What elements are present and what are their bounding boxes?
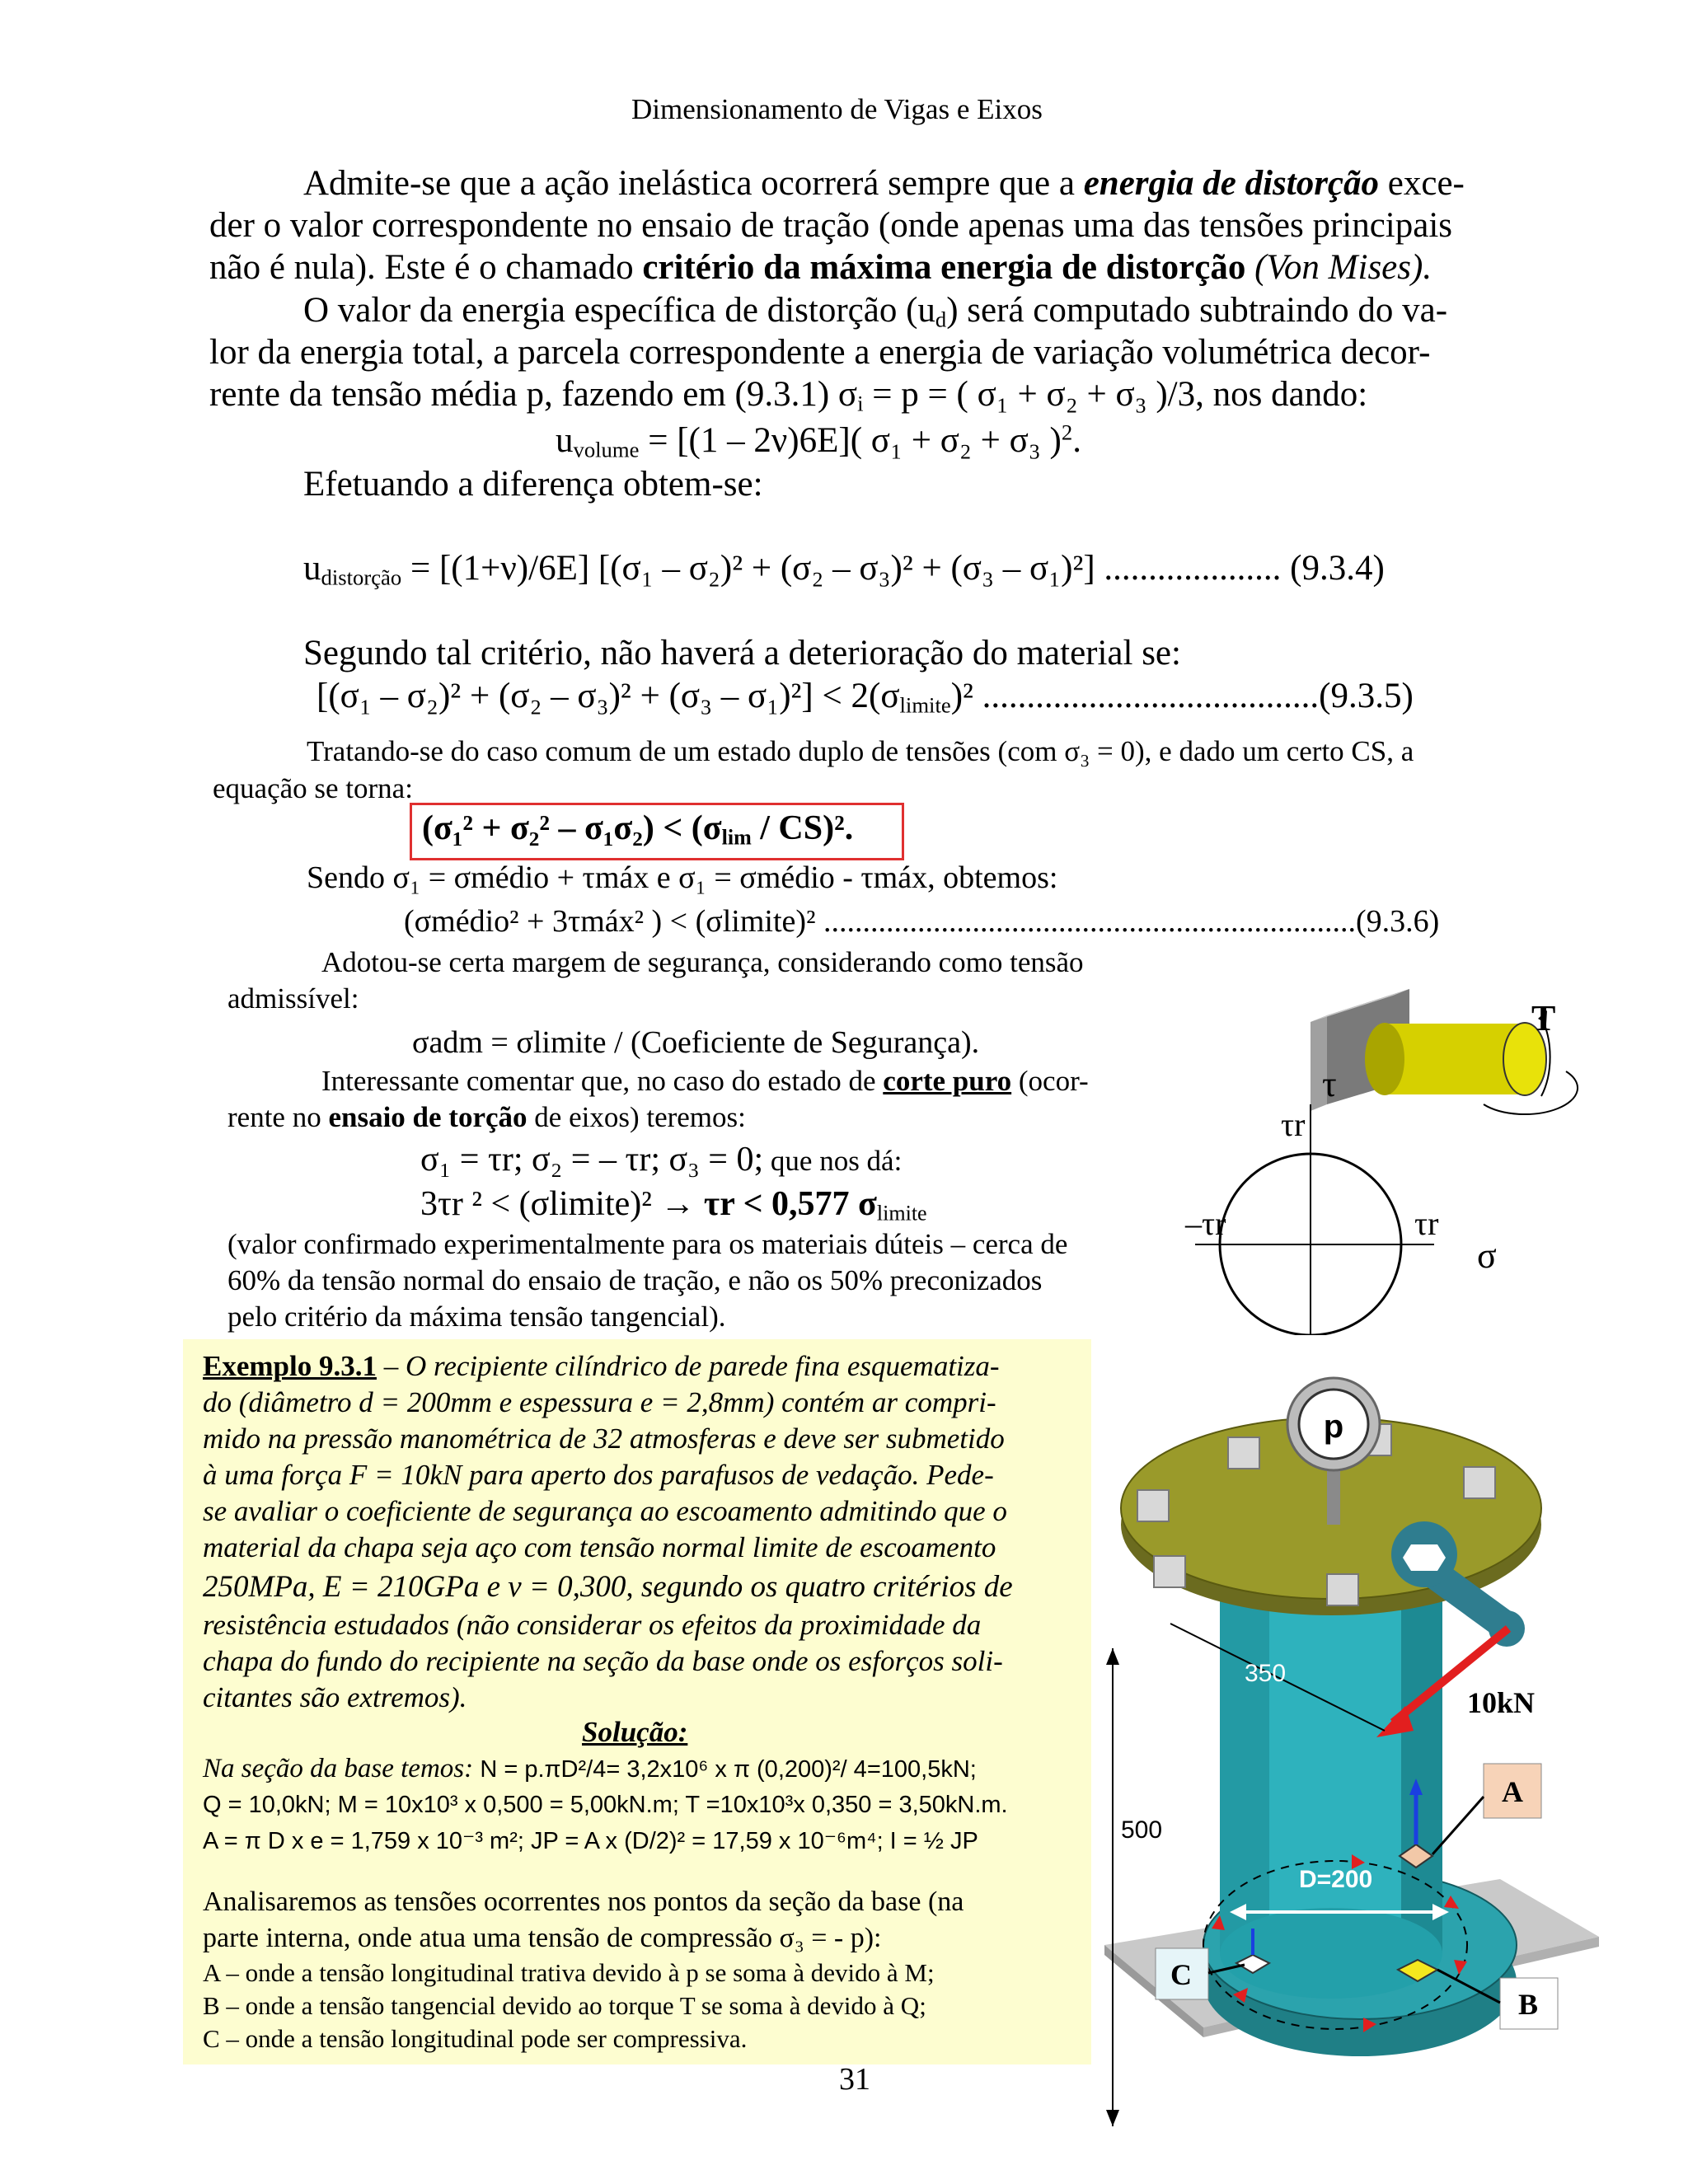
label-B: B	[1518, 1988, 1539, 2021]
solution-line-3: A = π D x e = 1,759 x 10⁻³ m²; JP = A x (D/2)² = 17,59 x 10⁻⁶m⁴; I = ½ JP	[203, 1828, 978, 1854]
dim-350-label: 350	[1245, 1660, 1287, 1687]
valor-line2: 60% da tensão normal do ensaio de tração, e não os 50% preconizados	[227, 1264, 1043, 1296]
example-line-5: material da chapa seja aço com tensão normal limite de escoamento	[203, 1531, 996, 1563]
adotou-line2: admissível:	[227, 982, 359, 1015]
para1-line3: não é nula). Este é o chamado critério da máxima energia de distorção (Von Mises).	[209, 248, 1432, 287]
para2-line3: rente da tensão média p, fazendo em (9.3.1) $\sigma_i = p$ = ( σ₁ + σ₂ + σ₃ )/3, nos dando:	[209, 375, 1368, 416]
solution-line-1: Na seção da base temos: N = p.πD²/4= 3,2x10⁶ x π (0,200)²/ 4=100,5kN;	[203, 1754, 977, 1783]
diameter-label: D=200	[1299, 1866, 1373, 1893]
equation-boxed: $(\sigma_1^2 + \sigma_2^2 - \sigma_1\sigma_2) < (\sigma_{lim} / CS)^2$.	[422, 809, 854, 850]
neg-tau-r-label: –τr	[1185, 1205, 1226, 1242]
para1-line1: Admite-se que a ação inelástica ocorrerá sempre que a energia de distorção exce-	[303, 164, 1465, 203]
para2-line2: lor da energia total, a parcela correspondente a energia de variação volumétrica decor-	[209, 333, 1431, 372]
para2-line1: O valor da energia específica de distorção $(u_d)$ será computado subtraindo do va-	[303, 291, 1448, 332]
point-B-text: B – onde a tensão tangencial devido ao torque T se soma à devido à Q;	[203, 1991, 926, 2020]
tratando-line1: Tratando-se do caso comum de um estado duplo de tensões (com σ₃ = 0), e dado um certo CS, a	[307, 735, 1414, 767]
example-line-3: à uma força F = 10kN para aperto dos parafusos de vedação. Pede-	[203, 1459, 994, 1491]
solution-title: Solução:	[582, 1716, 688, 1748]
equation-9-3-6: (σmédio² + 3τmáx² ) < (σlimite)² ....................................................................(9.3.6)	[404, 904, 1440, 939]
point-A-text: A – onde a tensão longitudinal trativa devido à p se soma à devido à M;	[203, 1958, 935, 1987]
tau-r-top-label: τr	[1281, 1106, 1306, 1143]
label-A: A	[1502, 1775, 1523, 1808]
equation-result: 3τr ² < (σlimite)² → τr < 0,577 $\sigma_{limite}$	[420, 1185, 927, 1226]
example-line-6: 250MPa, E = 210GPa e ν = 0,300, segundo os quatro critérios de	[203, 1570, 1013, 1604]
valor-line3: pelo critério da máxima tensão tangencial).	[227, 1301, 726, 1333]
example-line-7: resistência estudados (não considerar os efeitos da proximidade da	[203, 1609, 982, 1641]
sendo-text: Sendo σ₁ = σmédio + τmáx e σ₁ = σmédio - τmáx, obtemos:	[307, 860, 1058, 895]
equation-9-3-4: $u_{distorção} = [(1+\nu)/6E]$ [(σ₁ – σ₂)² + (σ₂ – σ₃)² + (σ₃ – σ₁)²] .................... (9.3.4)	[303, 549, 1385, 590]
para1-line2: der o valor correspondente no ensaio de tração (onde apenas uma das tensões principais	[209, 206, 1453, 245]
gauge-p-label: p	[1323, 1408, 1344, 1445]
running-header: Dimensionamento de Vigas e Eixos	[631, 93, 1043, 125]
torque-label: T	[1531, 998, 1556, 1038]
tratando-line2: equação se torna:	[213, 772, 413, 804]
mohr-circle-figure	[1137, 972, 1599, 1335]
equation-volume: $u_{volume} = [(1 - 2\nu)6E]$( σ₁ + σ₂ + σ₃ )$^2$.	[556, 419, 1081, 462]
label-C: C	[1170, 1958, 1192, 1991]
equation-adm: σadm = σlimite / (Coeficiente de Segurança).	[412, 1025, 980, 1060]
example-line-9: citantes são extremos).	[203, 1681, 467, 1713]
interessante-line1: Interessante comentar que, no caso do estado de corte puro (ocor-	[321, 1065, 1089, 1097]
example-line-8: chapa do fundo do recipiente na seção da base onde os esforços soli-	[203, 1645, 1003, 1677]
point-C-text: C – onde a tensão longitudinal pode ser compressiva.	[203, 2024, 748, 2053]
solution-line-2: Q = 10,0kN; M = 10x10³ x 0,500 = 5,00kN.m; T =10x10³x 0,350 = 3,50kN.m.	[203, 1792, 1008, 1818]
tau-axis-label: τ	[1322, 1064, 1337, 1104]
valor-line1: (valor confirmado experimentalmente para os materiais dúteis – cerca de	[227, 1228, 1068, 1260]
interessante-line2: rente no ensaio de torção de eixos) teremos:	[227, 1101, 746, 1133]
tau-r-right-label: τr	[1414, 1205, 1439, 1242]
adotou-line1: Adotou-se certa margem de segurança, considerando como tensão	[321, 946, 1084, 978]
mohr-circle	[1195, 1104, 1434, 1335]
analysis-line-2: parte interna, onde atua uma tensão de compressão σ₃ = - p):	[203, 1923, 882, 1953]
analysis-line-1: Analisaremos as tensões ocorrentes nos pontos da seção da base (na	[203, 1886, 964, 1917]
example-line-1: do (diâmetro d = 200mm e espessura e = 2,8mm) contém ar compri-	[203, 1386, 996, 1418]
example-line-2: mido na pressão manométrica de 32 atmosferas e deve ser submetido	[203, 1422, 1005, 1455]
force-label: 10kN	[1467, 1686, 1536, 1719]
example-line-4: se avaliar o coeficiente de segurança ao escoamento admitindo que o	[203, 1495, 1007, 1527]
equation-shear: σ₁ = τr; σ₂ = – τr; σ₃ = 0; que nos dá:	[420, 1141, 903, 1179]
example-line-0: Exemplo 9.3.1 – O recipiente cilíndrico de parede fina esquematiza-	[203, 1350, 1000, 1382]
equation-9-3-5: $[(\sigma_1 - \sigma_2)^2 + (\sigma_2 - \sigma_3)^2 + (\sigma_3 - \sigma_1)^2] < 2(\sigma_{limite})^2$ ......................................(9.3.5)	[316, 677, 1414, 718]
sigma-axis-label: σ	[1477, 1235, 1497, 1276]
page-number: 31	[839, 2062, 870, 2097]
efetuando-text: Efetuando a diferença obtem-se:	[303, 465, 763, 504]
dim-500-label: 500	[1121, 1816, 1163, 1844]
segundo-text: Segundo tal critério, não haverá a deterioração do material se:	[303, 634, 1181, 673]
pressure-vessel-figure	[1088, 1368, 1615, 2159]
